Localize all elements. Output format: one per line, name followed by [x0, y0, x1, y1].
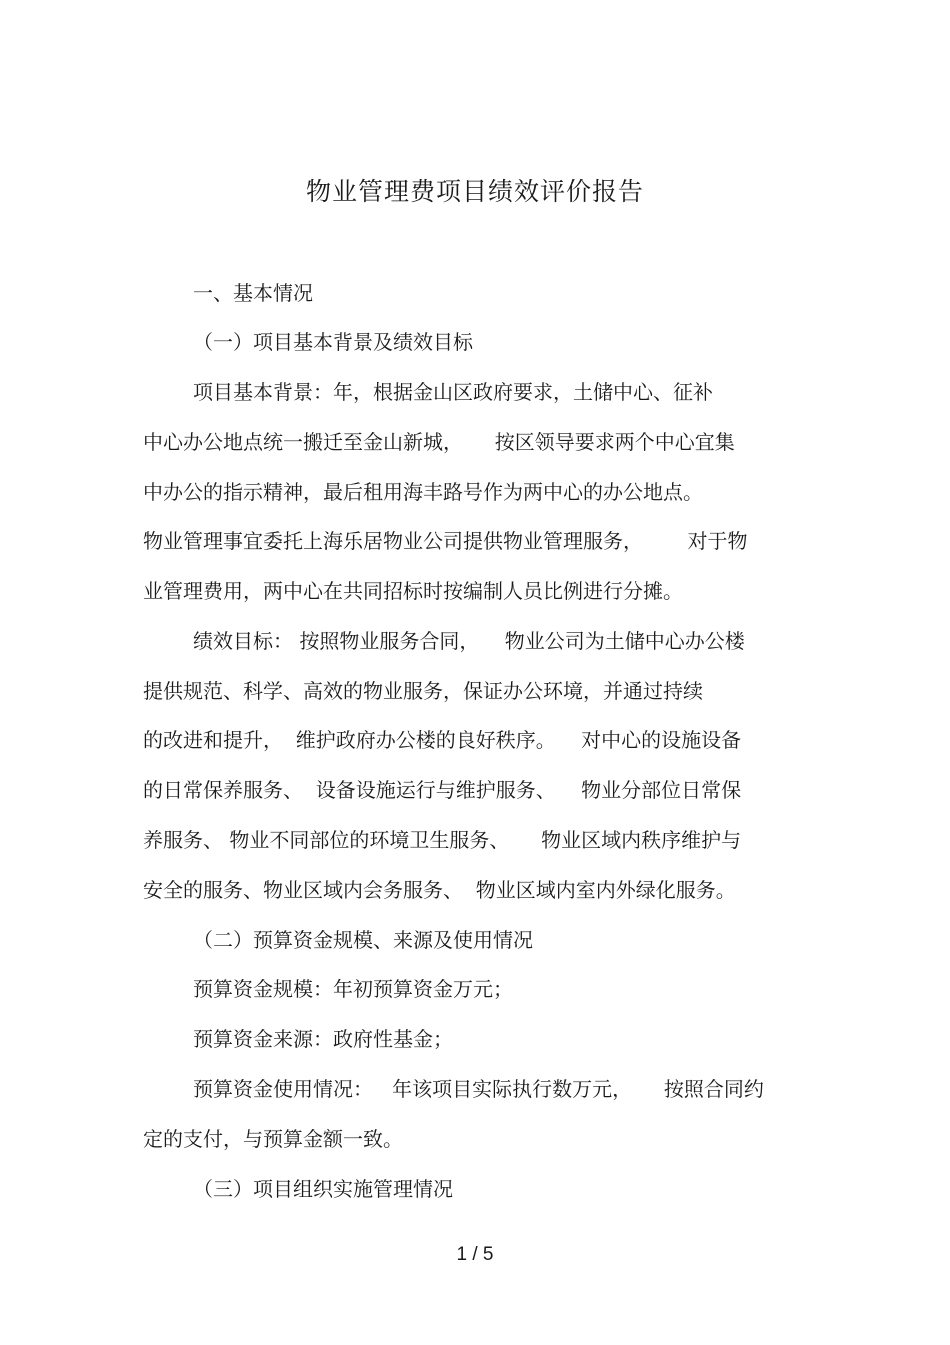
subsection-heading-2: （二）预算资金规模、来源及使用情况: [193, 928, 533, 952]
paragraph-line: 预算资金规模：年初预算资金万元；: [193, 977, 513, 1001]
paragraph-line: 预算资金来源：政府性基金；: [193, 1027, 453, 1051]
document-title: 物业管理费项目绩效评价报告: [305, 177, 644, 206]
paragraph-line: 中办公的指示精神，最后租用海丰路号作为两中心的办公地点。: [143, 480, 703, 504]
paragraph-line: 的改进和提升， 维护政府办公楼的良好秩序。 对中心的设施设备: [143, 728, 742, 752]
paragraph-line: 绩效目标： 按照物业服务合同， 物业公司为土储中心办公楼: [193, 629, 745, 653]
paragraph-line: 定的支付，与预算金额一致。: [143, 1127, 403, 1151]
paragraph-line: 的日常保养服务、 设备设施运行与维护服务、 物业分部位日常保: [143, 778, 742, 802]
section-heading-basic: 一、基本情况: [193, 281, 313, 305]
paragraph-line: 养服务、 物业不同部位的环境卫生服务、 物业区域内秩序维护与: [143, 828, 742, 852]
paragraph-line: 中心办公地点统一搬迁至金山新城， 按区领导要求两个中心宜集: [143, 430, 735, 454]
page-number: 1 / 5: [456, 1244, 494, 1265]
subsection-heading-1: （一）项目基本背景及绩效目标: [193, 330, 473, 354]
paragraph-line: 提供规范、科学、高效的物业服务，保证办公环境，并通过持续: [143, 679, 703, 703]
subsection-heading-3: （三）项目组织实施管理情况: [193, 1177, 453, 1201]
paragraph-line: 预算资金使用情况： 年该项目实际执行数万元， 按照合同约: [193, 1077, 764, 1101]
paragraph-line: 业管理费用，两中心在共同招标时按编制人员比例进行分摊。: [143, 579, 683, 603]
paragraph-line: 项目基本背景：年，根据金山区政府要求，土储中心、征补: [193, 380, 713, 404]
paragraph-line: 物业管理事宜委托上海乐居物业公司提供物业管理服务， 对于物: [143, 529, 748, 553]
paragraph-line: 安全的服务、物业区域内会务服务、 物业区域内室内外绿化服务。: [143, 878, 736, 902]
